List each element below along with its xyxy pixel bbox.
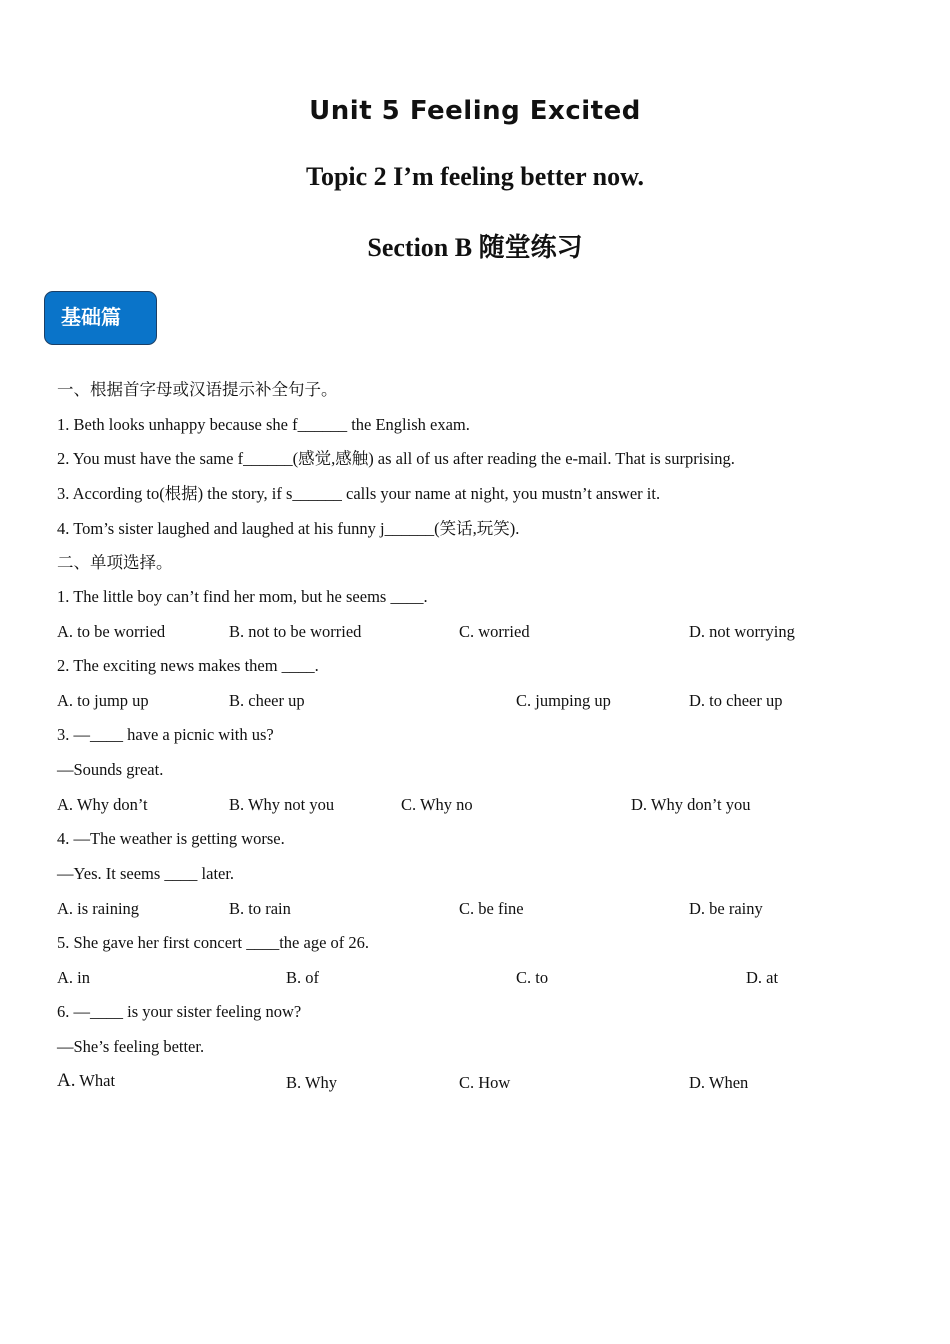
part1-heading: 一、根据首字母或汉语提示补全句子。 bbox=[57, 380, 338, 399]
unit-title: Unit 5 Feeling Excited bbox=[309, 96, 641, 126]
mc1-option-d: D. not worrying bbox=[689, 622, 795, 641]
mc2-option-c: C. jumping up bbox=[516, 691, 611, 710]
mc2-option-a: A. to jump up bbox=[57, 691, 149, 710]
section-title: Section B 随堂练习 bbox=[367, 233, 583, 262]
mc4-option-c: C. be fine bbox=[459, 899, 524, 918]
mc-question-3-reply: —Sounds great. bbox=[57, 760, 164, 779]
mc-question-6: 6. —____ is your sister feeling now? bbox=[57, 1002, 302, 1021]
mc5-option-c: C. to bbox=[516, 968, 549, 987]
fill-blank-4: 4. Tom’s sister laughed and laughed at his funny j______(笑话,玩笑). bbox=[57, 519, 520, 538]
fill-blank-1: 1. Beth looks unhappy because she f______ the English exam. bbox=[57, 415, 470, 434]
mc6-option-d: D. When bbox=[689, 1073, 749, 1092]
mc2-option-d: D. to cheer up bbox=[689, 691, 783, 710]
fill-blank-2: 2. You must have the same f______(感觉,感触) as all of us after reading the e-mail. That is surprising. bbox=[57, 449, 735, 468]
mc6-option-c: C. How bbox=[459, 1073, 511, 1092]
fill-blank-3: 3. According to(根据) the story, if s______ calls your name at night, you mustn’t answer it. bbox=[57, 484, 661, 503]
mc5-option-b: B. of bbox=[286, 968, 319, 987]
mc-question-4: 4. —The weather is getting worse. bbox=[57, 829, 285, 848]
mc6-option-a-letter: A. bbox=[57, 1070, 76, 1091]
mc1-option-a: A. to be worried bbox=[57, 622, 166, 641]
mc6-option-a bbox=[57, 1071, 115, 1091]
mc-question-4-reply: —Yes. It seems ____ later. bbox=[57, 864, 235, 883]
mc2-option-b: B. cheer up bbox=[229, 691, 305, 710]
mc5-option-a: A. in bbox=[57, 968, 90, 987]
mc3-option-a: A. Why don’t bbox=[57, 795, 148, 814]
mc-question-2: 2. The exciting news makes them ____. bbox=[57, 656, 319, 675]
mc4-option-b: B. to rain bbox=[229, 899, 291, 918]
mc-question-3: 3. —____ have a picnic with us? bbox=[57, 725, 274, 744]
mc-question-5: 5. She gave her first concert ____the age of 26. bbox=[57, 933, 370, 952]
part2-heading: 二、单项选择。 bbox=[57, 553, 173, 572]
mc1-option-c: C. worried bbox=[459, 622, 530, 641]
mc3-option-c: C. Why no bbox=[401, 795, 473, 814]
topic-title: Topic 2 I’m feeling better now. bbox=[306, 162, 644, 191]
mc1-option-b: B. not to be worried bbox=[229, 622, 362, 641]
level-badge-label: 基础篇 bbox=[61, 305, 121, 329]
mc-question-1: 1. The little boy can’t find her mom, but he seems ____. bbox=[57, 587, 428, 606]
mc4-option-d: D. be rainy bbox=[689, 899, 763, 918]
mc-question-6-reply: —She’s feeling better. bbox=[57, 1037, 205, 1056]
mc3-option-b: B. Why not you bbox=[229, 795, 335, 814]
mc6-option-a-text: What bbox=[75, 1071, 116, 1090]
level-badge bbox=[44, 291, 157, 345]
mc6-option-b: B. Why bbox=[286, 1073, 338, 1092]
mc4-option-a: A. is raining bbox=[57, 899, 140, 918]
mc3-option-d: D. Why don’t you bbox=[631, 795, 751, 814]
mc5-option-d: D. at bbox=[746, 968, 779, 987]
